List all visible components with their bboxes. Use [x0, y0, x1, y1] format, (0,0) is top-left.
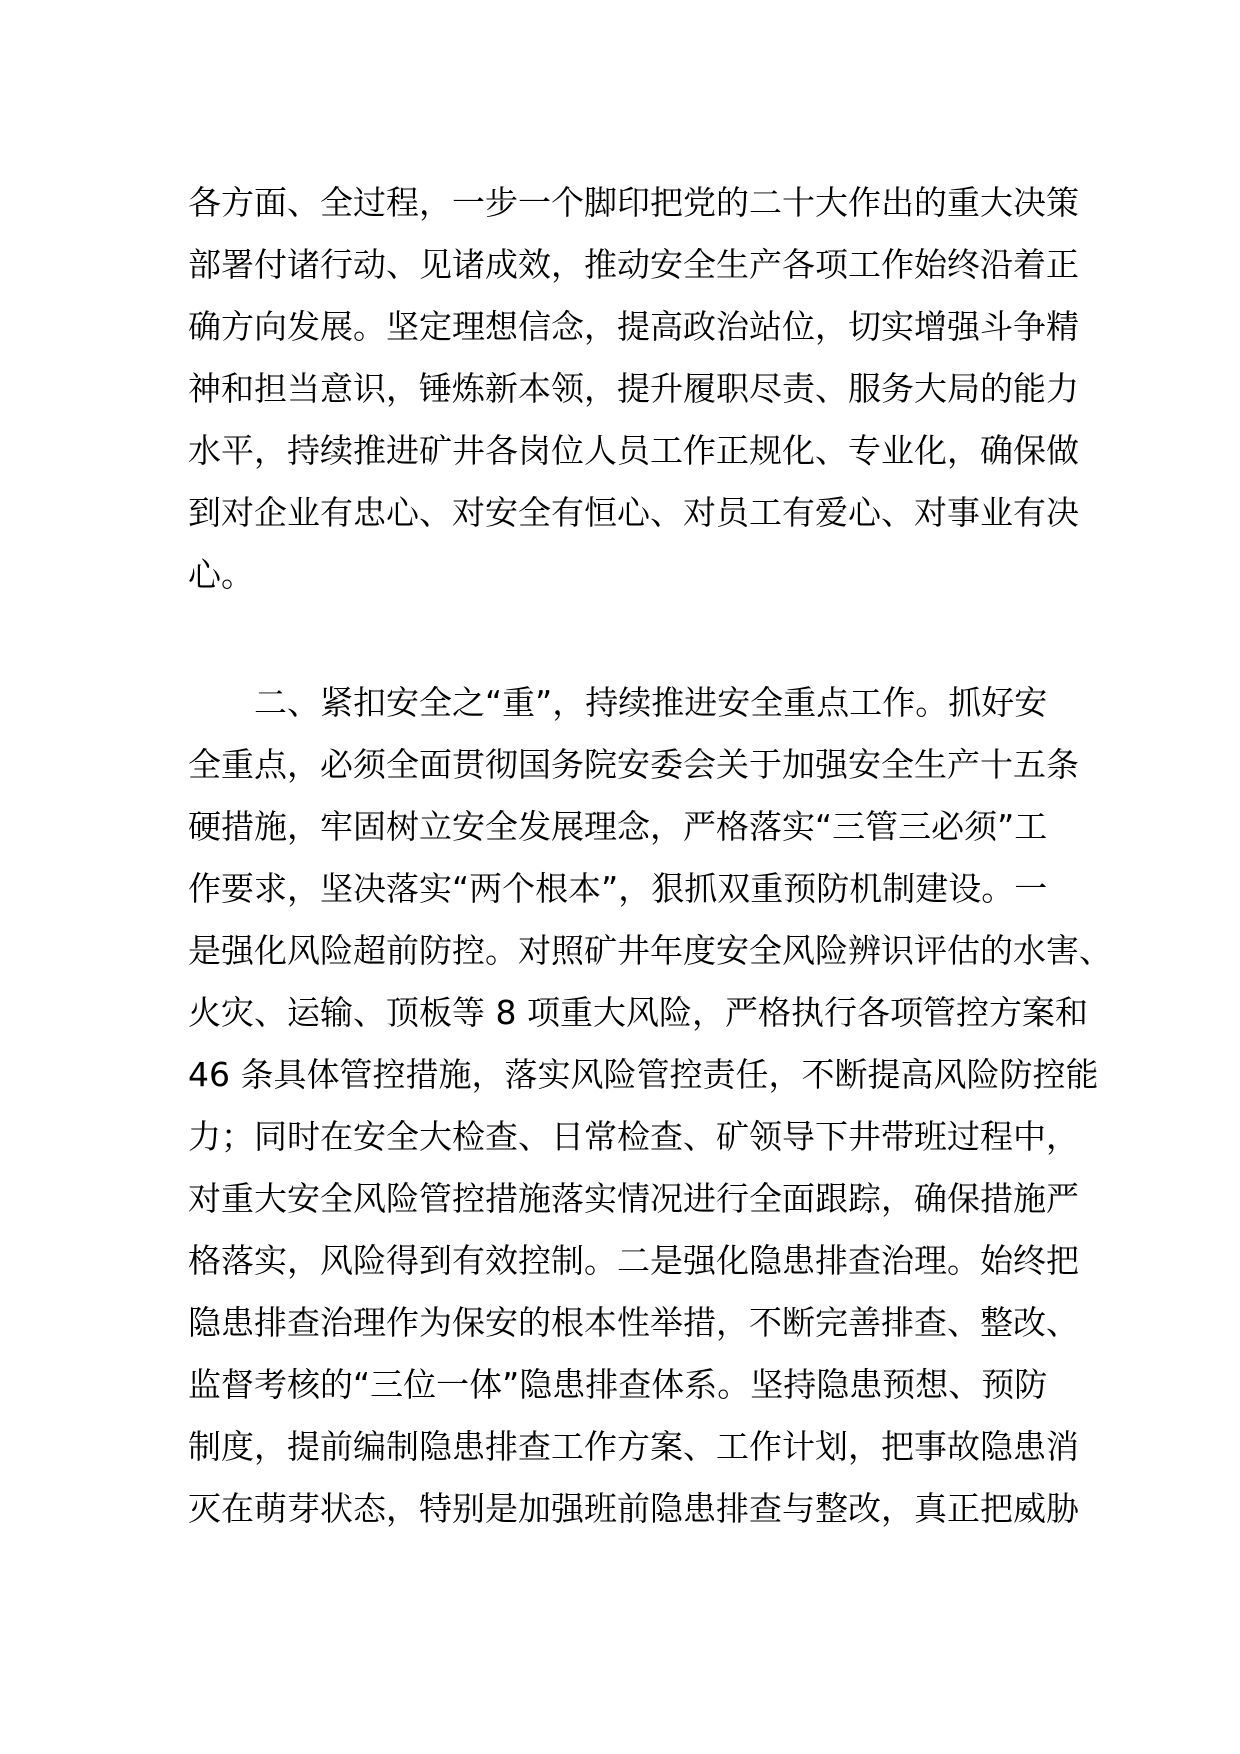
paragraph-line: 监督考核的“三位一体”隐患排查体系。坚持隐患预想、预防: [188, 1365, 1048, 1404]
paragraph-line: 46 条具体管控措施，落实风险管控责任，不断提高风险防控能: [188, 1055, 1099, 1094]
paragraph-line: 各方面、全过程，一步一个脚印把党的二十大作出的重大决策: [188, 183, 1079, 222]
paragraph-line: 到对企业有忠心、对安全有恒心、对员工有爱心、对事业有决: [188, 493, 1079, 532]
paragraph-line: 是强化风险超前防控。对照矿井年度安全风险辨识评估的水害、: [188, 931, 1112, 970]
paragraph-line: 硬措施，牢固树立安全发展理念，严格落实“三管三必须”工: [188, 807, 1048, 846]
paragraph-line: 火灾、运输、顶板等 8 项重大风险，严格执行各项管控方案和: [188, 993, 1088, 1032]
paragraph-line: 水平，持续推进矿井各岗位人员工作正规化、专业化，确保做: [188, 431, 1079, 470]
paragraph-line: 格落实，风险得到有效控制。二是强化隐患排查治理。始终把: [188, 1241, 1079, 1280]
paragraph-line: 全重点，必须全面贯彻国务院安委会关于加强安全生产十五条: [188, 745, 1079, 784]
paragraph-line: 制度，提前编制隐患排查工作方案、工作计划，把事故隐患消: [188, 1427, 1079, 1466]
paragraph-line: 心。: [188, 555, 254, 594]
paragraph-line: 部署付诸行动、见诸成效，推动安全生产各项工作始终沿着正: [188, 245, 1079, 284]
paragraph-line: 力；同时在安全大检查、日常检查、矿领导下井带班过程中，: [188, 1117, 1079, 1156]
paragraph-line: 对重大安全风险管控措施落实情况进行全面跟踪，确保措施严: [188, 1179, 1079, 1218]
paragraph-line: 灭在萌芽状态，特别是加强班前隐患排查与整改，真正把威胁: [188, 1489, 1079, 1528]
paragraph-line: 作要求，坚决落实“两个根本”，狠抓双重预防机制建设。一: [188, 869, 1048, 908]
paragraph-line: 神和担当意识，锤炼新本领，提升履职尽责、服务大局的能力: [188, 369, 1079, 408]
paragraph-line: 确方向发展。坚定理想信念，提高政治站位，切实增强斗争精: [188, 307, 1079, 346]
paragraph-line: 隐患排查治理作为保安的根本性举措，不断完善排查、整改、: [188, 1303, 1079, 1342]
paragraph-line: 二、紧扣安全之“重”，持续推进安全重点工作。抓好安: [254, 683, 1048, 722]
